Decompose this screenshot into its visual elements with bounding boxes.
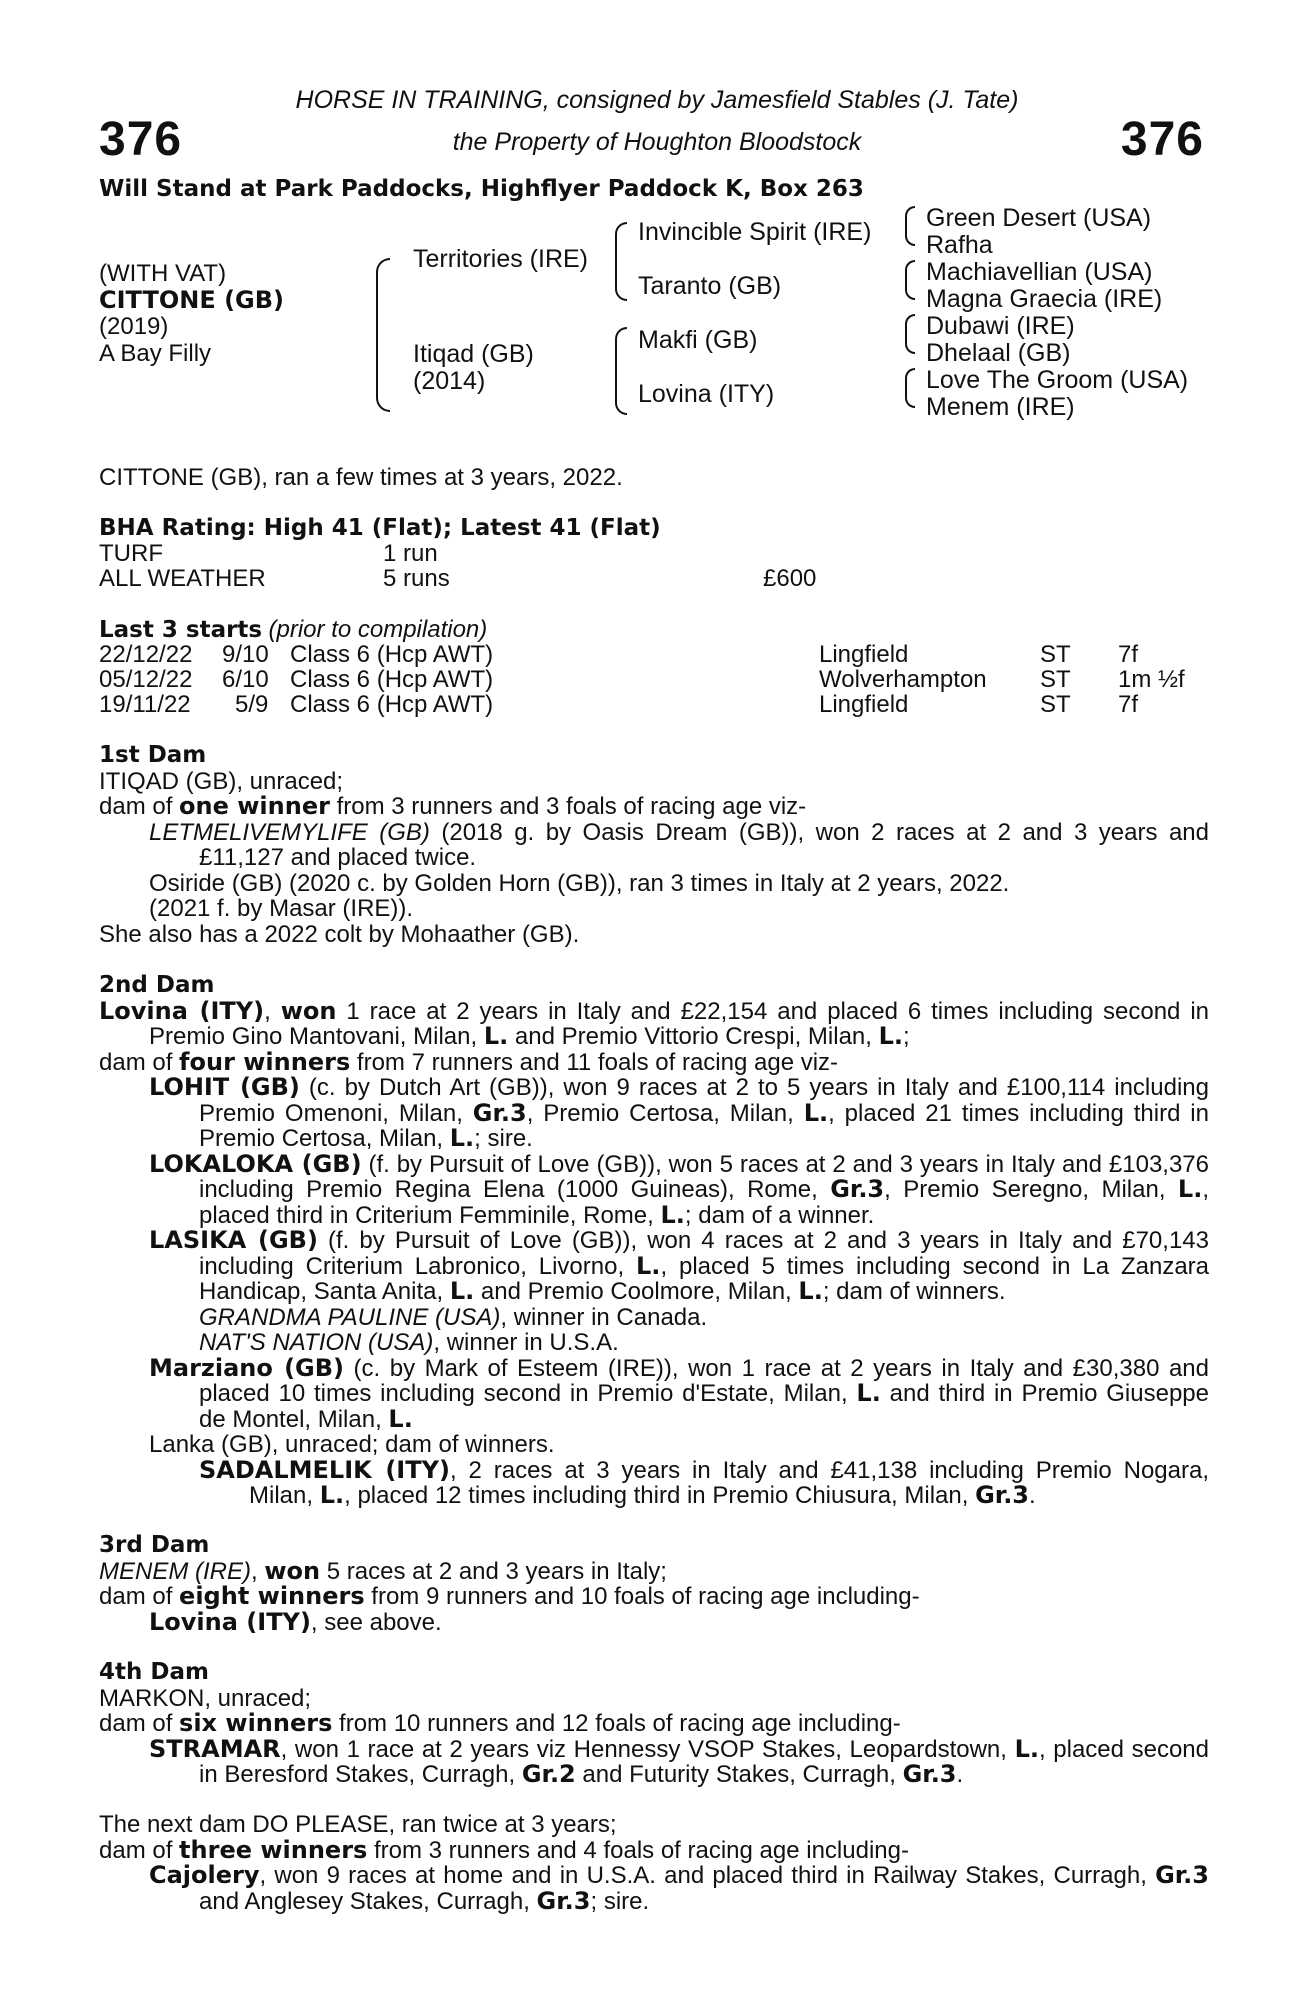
text: dam of: [99, 1583, 180, 1610]
text: and Futurity Stakes, Curragh,: [575, 1761, 903, 1788]
produce-name: NAT'S NATION (USA): [199, 1329, 434, 1356]
start-distance: 1m ½f: [1118, 666, 1185, 693]
text: , placed third in Criterium Femminile, Rome,: [199, 1176, 1209, 1229]
first-dam-line: ITIQAD (GB), unraced;: [99, 767, 344, 795]
start-pos: 5/9: [235, 691, 269, 718]
text: from 3 runners and 4 foals of racing age including-: [367, 1836, 909, 1864]
produce-entry: [99, 1607, 1209, 1636]
text: , see above.: [310, 1608, 442, 1636]
start-class: Class 6 (Hcp AWT): [290, 666, 494, 693]
ped-dam-dam: Lovina (ITY): [638, 380, 775, 408]
text: L.: [319, 1481, 345, 1509]
start-class: Class 6 (Hcp AWT): [290, 691, 494, 718]
ped-ddd: Menem (IRE): [926, 393, 1075, 421]
sire-dam-brace: [376, 258, 390, 412]
race-summary: CITTONE (GB), ran a few times at 3 years, 2022.: [99, 464, 623, 491]
next-dam-produce-line: [99, 1835, 1209, 1864]
grandchild-entry: [99, 1330, 1209, 1356]
text: L.: [856, 1379, 881, 1407]
text: , won 9 races at home and in U.S.A. and placed third in Railway Stakes, Curragh,: [259, 1862, 1156, 1889]
ped-dam-year: (2014): [413, 367, 486, 395]
text: won: [264, 1556, 321, 1585]
vat-note: (WITH VAT): [99, 260, 227, 287]
produce-name: LOHIT (GB): [149, 1073, 300, 1101]
produce-entry-lokaloka: [99, 1149, 1210, 1229]
winner-count: four winners: [179, 1047, 351, 1076]
text: and third in Premio Giuseppe de Montel, Milan,: [199, 1380, 1209, 1433]
text: , placed 21 times including third in Premio Certosa, Milan,: [199, 1099, 1209, 1152]
text: Gr.3: [1155, 1861, 1209, 1889]
text: Gr.3: [902, 1760, 957, 1788]
produce-entry-lohit: [99, 1075, 1209, 1152]
produce-name: LETMELIVEMYLIFE (GB): [149, 818, 430, 846]
next-dam-line: The next dam DO PLEASE, ran twice at 3 years;: [99, 1811, 617, 1838]
start-going: ST: [1040, 666, 1071, 693]
start-class: Class 6 (Hcp AWT): [290, 641, 494, 668]
text: L.: [449, 1277, 475, 1305]
rating-runs-aw: 5 runs: [383, 565, 450, 592]
text: ; dam of a winner.: [684, 1201, 875, 1229]
rating-prize-aw: £600: [763, 565, 817, 592]
produce-name: GRANDMA PAULINE (USA): [199, 1303, 501, 1331]
start-going: ST: [1040, 691, 1071, 718]
third-dam-produce-line: [99, 1584, 1209, 1610]
lot-number-right: 376: [1120, 113, 1204, 166]
text: .: [1029, 1482, 1036, 1509]
gs-brace-3: [905, 314, 915, 354]
produce-entry-marziano: [99, 1353, 1210, 1433]
sire-line-brace: [615, 222, 627, 301]
third-dam-title: 3rd Dam: [99, 1532, 210, 1558]
text: L.: [483, 1022, 509, 1050]
text: , placed 5 times including second in La Zanzara Handicap, Santa Anita,: [199, 1252, 1210, 1305]
text: Gr.3: [975, 1481, 1030, 1509]
last-starts-title: Last 3 starts: [99, 617, 263, 643]
rating-surface-aw: ALL WEATHER: [99, 565, 266, 592]
produce-name: Marziano (GB): [149, 1353, 345, 1382]
text: L.: [1014, 1734, 1039, 1763]
text: from 3 runners and 3 foals of racing age viz-: [329, 793, 807, 820]
fourth-dam-section: [99, 1660, 1209, 1788]
start-date: 19/11/22: [99, 691, 191, 718]
text: , placed 12 times including third in Premio Chiusura, Milan,: [344, 1482, 976, 1509]
text: (c. by Mark of Esteem (IRE)), won 1 race at 2 years in Italy and £30,380 and placed 10 times including second in Premio d'Estate, Milan,: [199, 1354, 1210, 1407]
produce-name: LOKALOKA (GB): [149, 1149, 362, 1178]
text: , 2 races at 3 years in Italy and £41,138 including Premio Nogara, Milan,: [249, 1456, 1210, 1509]
start-distance: 7f: [1118, 691, 1139, 718]
text: Gr.3: [536, 1886, 591, 1915]
text: ; dam of winners.: [822, 1278, 1006, 1305]
text: Gr.3: [830, 1175, 885, 1203]
produce-entry: [99, 820, 1209, 871]
ped-sire: Territories (IRE): [413, 245, 589, 273]
produce-entry-cajolery: [99, 1863, 1209, 1914]
ped-sire-sire: Invincible Spirit (IRE): [638, 218, 872, 246]
text: ; sire.: [474, 1125, 533, 1152]
start-going: ST: [1040, 641, 1071, 668]
lot-number-left: 376: [99, 113, 183, 166]
gs-brace-1: [905, 206, 915, 246]
text: from 10 runners and 12 foals of racing age including-: [332, 1710, 901, 1737]
text: ,: [251, 1557, 265, 1585]
second-dam-line: [99, 996, 1209, 1050]
ped-dds: Love The Groom (USA): [926, 366, 1189, 394]
text: L.: [388, 1404, 413, 1433]
text: Gr.2: [521, 1760, 576, 1788]
ped-dsd: Dhelaal (GB): [926, 339, 1071, 367]
text: L.: [803, 1098, 829, 1127]
text: L.: [878, 1022, 904, 1050]
produce-entry-lasika: [99, 1228, 1209, 1305]
text: L.: [449, 1124, 475, 1152]
text: 1 race at 2 years in Italy and £22,154 and placed 6 times including second in Premio Gino Mantovani, Milan,: [149, 997, 1209, 1050]
gs-brace-2: [905, 260, 915, 300]
grandchild-entry-sadalmelik: [99, 1455, 1210, 1509]
ped-ssd: Rafha: [926, 231, 993, 259]
last-starts-heading: [99, 616, 487, 644]
ped-dam: Itiqad (GB): [413, 340, 534, 368]
last-starts-note: (prior to compilation): [268, 616, 488, 643]
text: , Premio Seregno, Milan,: [884, 1176, 1178, 1203]
text: 5 races at 2 and 3 years in Italy;: [320, 1557, 667, 1585]
text: ; sire.: [590, 1887, 650, 1915]
stand-location: Will Stand at Park Paddocks, Highflyer Paddock K, Box 263: [99, 176, 864, 202]
produce-name: Cajolery: [149, 1861, 260, 1889]
next-dam-section: [99, 1812, 1209, 1914]
produce-entry-lanka: Lanka (GB), unraced; dam of winners.: [149, 1431, 555, 1458]
text: , Premio Certosa, Milan,: [526, 1099, 804, 1127]
text: ,: [264, 997, 281, 1025]
produce-entry: (2021 f. by Masar (IRE)).: [149, 895, 414, 922]
dam-name: MENEM (IRE): [99, 1557, 251, 1585]
gs-brace-4: [905, 368, 915, 408]
winner-count: one winner: [179, 792, 330, 820]
start-pos: 6/10: [222, 666, 269, 693]
produce-entry-stramar: [99, 1734, 1210, 1788]
dam-name: Lovina (ITY): [99, 996, 265, 1025]
ped-sire-dam: Taranto (GB): [638, 272, 782, 300]
start-distance: 7f: [1118, 641, 1139, 668]
horse-year: (2019): [99, 313, 169, 340]
second-dam-title: 2nd Dam: [99, 972, 215, 998]
rating-title: BHA Rating: High 41 (Flat); Latest 41 (Flat): [99, 515, 661, 541]
text: , placed second in Beresford Stakes, Curragh,: [199, 1735, 1210, 1788]
ped-sds: Machiavellian (USA): [926, 258, 1153, 286]
header-line-1: HORSE IN TRAINING, consigned by Jamesfield Stables (J. Tate): [295, 86, 1019, 114]
start-date: 22/12/22: [99, 641, 193, 668]
winner-count: six winners: [179, 1709, 333, 1737]
start-course: Lingfield: [819, 691, 909, 718]
text: , winner in Canada.: [500, 1303, 708, 1331]
horse-description: A Bay Filly: [99, 340, 212, 367]
third-dam-section: [99, 1533, 1209, 1635]
rating-surface-turf: TURF: [99, 540, 163, 567]
produce-name: Lovina (ITY): [149, 1607, 311, 1636]
start-pos: 9/10: [222, 641, 269, 668]
ped-sdd: Magna Graecia (IRE): [926, 285, 1163, 313]
text: .: [956, 1761, 964, 1788]
first-dam-note: She also has a 2022 colt by Mohaather (GB).: [99, 920, 580, 948]
text: dam of: [99, 793, 180, 820]
fourth-dam-line: MARKON, unraced;: [99, 1684, 312, 1712]
text: L.: [636, 1251, 661, 1280]
first-dam-produce-line: [99, 794, 1209, 820]
fourth-dam-produce-line: [99, 1711, 1209, 1737]
start-date: 05/12/22: [99, 666, 193, 693]
rating-runs-turf: 1 run: [383, 540, 438, 567]
text: dam of: [99, 1836, 180, 1864]
text: and Premio Vittorio Crespi, Milan,: [508, 1023, 879, 1050]
horse-name: CITTONE (GB): [99, 286, 285, 314]
ped-dss: Dubawi (IRE): [926, 312, 1075, 340]
text: (f. by Pursuit of Love (GB)), won 5 races at 2 and 3 years in Italy and £103,376 including Premio Regina Elena (1000 Guineas), Rome,: [199, 1150, 1210, 1203]
winner-count: three winners: [179, 1835, 368, 1864]
text: Gr.3: [472, 1098, 527, 1127]
grandchild-entry: [99, 1305, 1209, 1331]
produce-entry: Osiride (GB) (2020 c. by Golden Horn (GB)), ran 3 times in Italy at 2 years, 2022.: [149, 869, 1010, 897]
second-dam-produce-line: [99, 1047, 1209, 1076]
text: from 7 runners and 11 foals of racing age viz-: [350, 1048, 839, 1076]
text: , winner in U.S.A.: [433, 1329, 619, 1356]
text: (c. by Dutch Art (GB)), won 9 races at 2 to 5 years in Italy and £100,114 including Premio Omenoni, Milan,: [199, 1074, 1209, 1127]
produce-name: STRAMAR: [149, 1734, 281, 1763]
dam-line-brace: [615, 327, 627, 415]
text: L.: [660, 1200, 685, 1229]
fourth-dam-title: 4th Dam: [99, 1659, 209, 1685]
text: dam of: [99, 1710, 180, 1737]
produce-name: SADALMELIK (ITY): [199, 1455, 450, 1484]
winner-count: eight winners: [179, 1582, 365, 1610]
text: dam of: [99, 1048, 180, 1076]
ped-dam-sire: Makfi (GB): [638, 326, 758, 354]
text: from 9 runners and 10 foals of racing age including-: [364, 1583, 920, 1610]
start-course: Wolverhampton: [819, 666, 987, 693]
start-course: Lingfield: [819, 641, 909, 668]
ped-sss: Green Desert (USA): [926, 204, 1152, 232]
second-dam-section: [99, 973, 1209, 1509]
text: L.: [1177, 1175, 1203, 1203]
text: L.: [798, 1277, 823, 1305]
header-line-2: the Property of Houghton Bloodstock: [452, 128, 862, 156]
text: ;: [903, 1023, 910, 1050]
first-dam-title: 1st Dam: [99, 742, 207, 768]
first-dam-section: [99, 743, 1209, 947]
text: won: [280, 996, 337, 1025]
text: and Premio Coolmore, Milan,: [474, 1278, 799, 1305]
text: (f. by Pursuit of Love (GB)), won 4 races at 2 and 3 years in Italy and £70,143 including Criterium Labronico, Livorno,: [199, 1227, 1209, 1280]
text: , won 1 race at 2 years viz Hennessy VSOP Stakes, Leopardstown,: [280, 1735, 1015, 1763]
produce-text: (2018 g. by Oasis Dream (GB)), won 2 races at 2 and 3 years and £11,127 and placed twice.: [199, 818, 1209, 871]
produce-name: LASIKA (GB): [149, 1226, 318, 1254]
third-dam-line: [99, 1556, 1209, 1585]
text: and Anglesey Stakes, Curragh,: [199, 1887, 537, 1915]
